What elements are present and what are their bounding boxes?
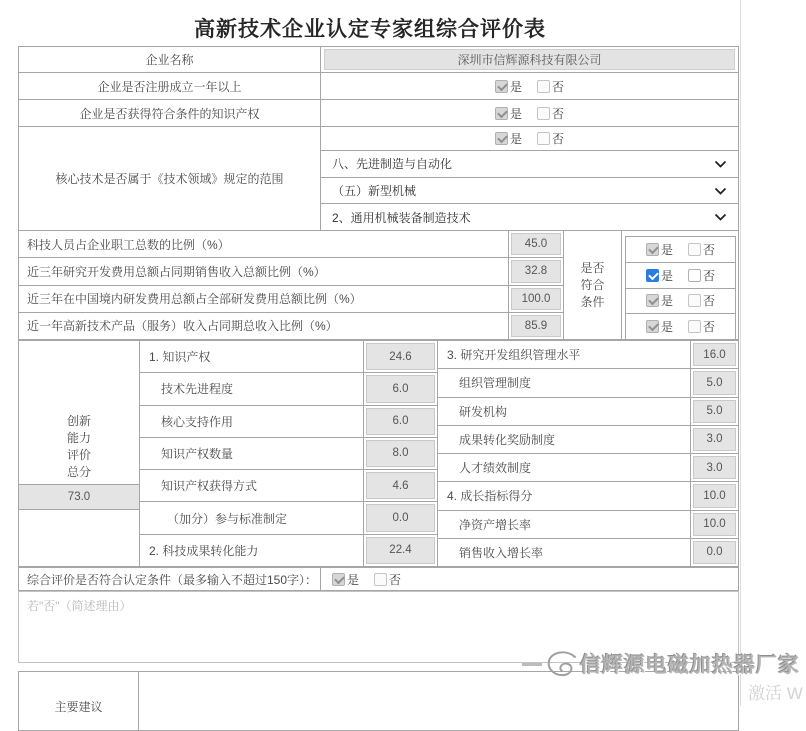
total-score-value: 73.0: [19, 484, 139, 510]
score-value: 3.0: [693, 428, 736, 451]
score-row: [140, 535, 437, 566]
yes-checkbox[interactable]: [495, 107, 508, 120]
no-label: 否: [552, 132, 565, 146]
score-value: 8.0: [366, 440, 435, 467]
score-row: [438, 426, 738, 454]
no-checkbox[interactable]: [374, 573, 387, 586]
no-label: 否: [552, 79, 565, 94]
yes-checkbox[interactable]: [495, 132, 508, 145]
yes-label: 是: [509, 79, 522, 94]
core-tech-label: 核心技术是否属于《技术领域》规定的范围: [19, 127, 321, 230]
score-value: 5.0: [693, 371, 736, 394]
yes-checkbox[interactable]: [495, 80, 508, 93]
score-label: 2. 科技成果转化能力: [149, 543, 259, 558]
condition-checkbox-column: [621, 231, 738, 339]
ratio-row: [19, 286, 563, 313]
score-value: 24.6: [366, 343, 435, 370]
score-label: 知识产权数量: [161, 446, 234, 461]
ratio-label: 近一年高新技术产品（服务）收入占同期总收入比例（%）: [27, 319, 338, 334]
ratio-value: 100.0: [511, 288, 561, 310]
yes-label: 是: [509, 132, 522, 146]
ip-label: 企业是否获得符合条件的知识产权: [19, 100, 321, 126]
score-label: （加分）参与标准制定: [167, 511, 288, 526]
score-row: [140, 502, 437, 534]
score-row: [438, 539, 738, 566]
yes-checkbox[interactable]: [646, 243, 659, 256]
tech-field-select-level1[interactable]: [321, 151, 738, 178]
page-title: 高新技术企业认定专家组综合评价表: [194, 18, 546, 41]
no-checkbox[interactable]: [688, 243, 701, 256]
yes-label: 是: [347, 572, 360, 587]
score-label: 3. 研究开发组织管理水平: [447, 348, 581, 363]
ip-yes-no-group: [495, 105, 564, 122]
score-label: 核心支持作用: [161, 414, 234, 429]
brand-watermark-text: 信辉源电磁加热器厂家: [580, 654, 800, 677]
no-label: 否: [552, 106, 565, 121]
no-label: 否: [389, 572, 402, 587]
score-label: 知识产权获得方式: [161, 479, 258, 494]
score-row: [438, 369, 738, 397]
ratio-value: 45.0: [511, 233, 561, 255]
select-value: 八、先进制造与自动化: [332, 157, 453, 172]
score-label: 技术先进程度: [161, 382, 234, 397]
condition-column-label: 是否 符合 条件: [563, 231, 621, 339]
condition-row: [626, 263, 735, 289]
score-label: 1. 知识产权: [149, 350, 211, 365]
score-label: 销售收入增长率: [459, 545, 544, 560]
company-name-label: 企业名称: [19, 47, 321, 72]
score-row: [438, 398, 738, 426]
score-value: 16.0: [693, 343, 736, 366]
ratio-row: [19, 258, 563, 285]
score-value: 3.0: [693, 456, 736, 479]
chevron-down-icon: [714, 187, 727, 195]
registered-label: 企业是否注册成立一年以上: [19, 73, 321, 99]
table-row: [19, 100, 738, 127]
no-checkbox[interactable]: [688, 320, 701, 333]
score-value: 6.0: [366, 375, 435, 402]
score-left-column: [140, 341, 438, 566]
no-label: 否: [703, 294, 716, 309]
yes-label: 是: [660, 320, 673, 335]
total-score-label: 创新 能力 评价 总分: [66, 414, 91, 479]
yes-checkbox[interactable]: [646, 269, 659, 282]
score-row: [438, 341, 738, 369]
score-value: 5.0: [693, 400, 736, 423]
condition-row: [626, 237, 735, 263]
core-tech-row: [19, 127, 738, 230]
suggestion-cell[interactable]: [139, 672, 738, 730]
yes-checkbox[interactable]: [332, 573, 345, 586]
no-label: 否: [703, 320, 716, 335]
score-table: [18, 340, 739, 567]
score-right-column: [438, 341, 738, 566]
score-row: [438, 454, 738, 482]
condition-row: [626, 289, 735, 315]
no-checkbox[interactable]: [537, 107, 550, 120]
select-value: （五）新型机械: [332, 184, 417, 198]
ratio-value: 32.8: [511, 260, 561, 282]
score-label: 组织管理制度: [459, 376, 532, 391]
no-checkbox[interactable]: [688, 269, 701, 282]
score-row: [438, 482, 738, 510]
select-value: 2、通用机械装备制造技术: [332, 210, 471, 225]
table-row: [19, 47, 738, 73]
tech-field-select-level2[interactable]: [321, 178, 738, 205]
registered-yes-no-group: [495, 78, 564, 95]
page-right-border: [740, 0, 741, 706]
windows-activation-watermark: 激活 W: [748, 684, 803, 703]
chevron-down-icon: [714, 160, 727, 168]
score-label: 4. 成长指标得分: [447, 489, 533, 504]
ratio-value: 85.9: [511, 315, 561, 337]
yes-label: 是: [660, 268, 673, 283]
yes-label: 是: [509, 106, 522, 121]
score-label: 研发机构: [459, 404, 508, 419]
ratio-label: 近三年在中国境内研发费用总额占全部研发费用总额比例（%）: [27, 292, 362, 307]
no-checkbox[interactable]: [537, 80, 550, 93]
score-value: 0.0: [693, 541, 736, 564]
score-row: [140, 373, 437, 405]
score-value: 22.4: [366, 537, 435, 564]
core-tech-yes-no-group: [495, 130, 564, 147]
score-row: [140, 470, 437, 502]
tech-field-select-level3[interactable]: [321, 204, 738, 230]
score-row: [438, 511, 738, 539]
no-label: 否: [703, 268, 716, 283]
chevron-down-icon: [714, 213, 727, 221]
score-row: [140, 406, 437, 438]
ratio-row: [19, 313, 563, 339]
yes-checkbox[interactable]: [646, 320, 659, 333]
ratio-label: 科技人员占企业职工总数的比例（%）: [27, 237, 230, 252]
score-row: [140, 341, 437, 373]
score-row: [140, 438, 437, 470]
score-label: 成果转化奖励制度: [459, 432, 556, 447]
score-value: 10.0: [693, 484, 736, 507]
score-value: 6.0: [366, 408, 435, 435]
ratio-label: 近三年研究开发费用总额占同期销售收入总额比例（%）: [27, 264, 326, 279]
table-row: [19, 73, 738, 100]
score-label: 人才绩效制度: [459, 461, 532, 476]
conclusion-label: 综合评价是否符合认定条件（最多输入不超过150字）：: [19, 568, 321, 590]
condition-row: [626, 314, 735, 339]
yes-label: 是: [660, 294, 673, 309]
ratio-row: [19, 231, 563, 258]
yes-checkbox[interactable]: [646, 294, 659, 307]
score-value: 0.0: [366, 504, 435, 531]
score-label: 净资产增长率: [459, 517, 532, 532]
total-score-column: [19, 341, 140, 566]
suggestion-label: 主要建议: [19, 672, 139, 730]
no-label: 否: [703, 242, 716, 257]
yes-label: 是: [660, 242, 673, 257]
ratio-table: [18, 230, 739, 340]
no-checkbox[interactable]: [688, 294, 701, 307]
basic-info-table: [18, 46, 739, 231]
suggestion-row: [18, 671, 739, 731]
no-checkbox[interactable]: [537, 132, 550, 145]
conclusion-row: [18, 567, 739, 591]
reason-textarea[interactable]: [18, 591, 739, 663]
score-value: 10.0: [693, 513, 736, 536]
conclusion-yes-no-group: [332, 571, 401, 588]
score-value: 4.6: [366, 472, 435, 499]
company-name-input[interactable]: 深圳市信辉源科技有限公司: [324, 49, 735, 70]
